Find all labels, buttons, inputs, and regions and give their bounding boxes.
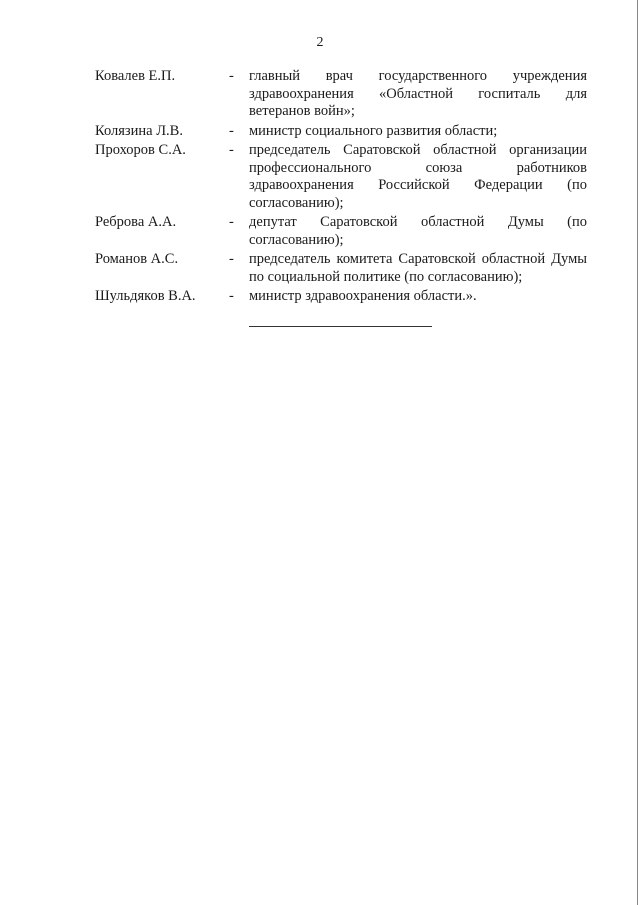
member-list [95,68,587,308]
separator-line [249,326,432,327]
member-role: министр социального развития области; [249,122,498,139]
member-dash: - [229,251,234,267]
member-row [95,214,587,249]
member-row [95,68,587,121]
member-name: Прохоров С.А. [95,142,186,158]
member-dash: - [229,142,234,158]
member-row [95,288,587,306]
member-role: депутат Саратовской областной Думы (по согласованию); [249,214,587,248]
member-row [95,123,587,141]
page-edge [637,0,638,905]
member-dash: - [229,68,234,84]
member-role: председатель Саратовской областной организации профессионального союза работников здравоохранения Российской Федерации (по согласованию); [249,142,587,211]
member-dash: - [229,214,234,230]
member-dash: - [229,288,234,304]
member-name: Колязина Л.В. [95,122,183,139]
page-number: 2 [316,35,324,50]
member-dash: - [229,122,234,139]
member-row [95,251,587,286]
member-name: Шульдяков В.А. [95,288,196,304]
member-row [95,142,587,212]
member-name: Ковалев Е.П. [95,68,176,84]
member-name: Романов А.С. [95,251,179,267]
member-role: председатель комитета Саратовской областной Думы по социальной политике (по согласованию); [249,251,587,285]
member-role: главный врач государственного учреждения здравоохранения «Областной госпиталь для ветеранов войн»; [249,68,587,119]
member-name: Реброва А.А. [95,214,177,230]
member-role: министр здравоохранения области.». [249,288,477,304]
